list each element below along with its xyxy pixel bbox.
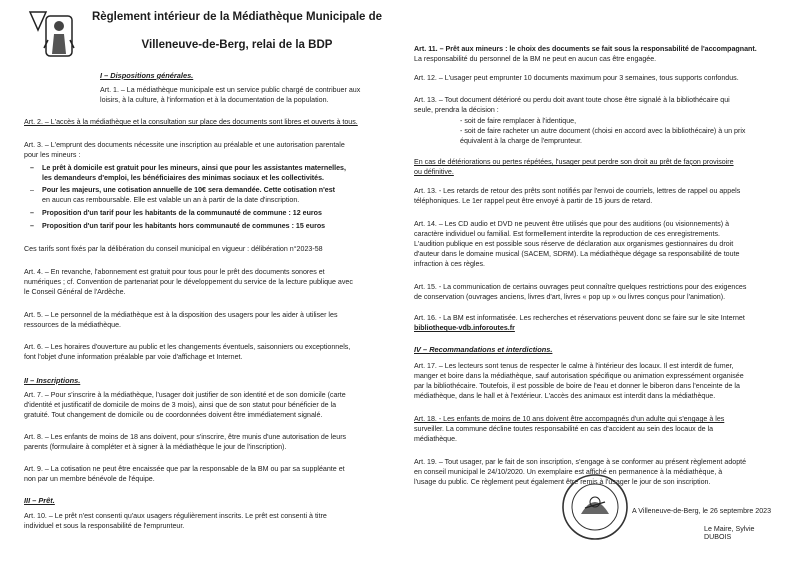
town-crest-logo	[24, 8, 80, 64]
bullet-free-loan-cont	[42, 174, 390, 184]
signature-place-date: A Villeneuve-de-Berg, le 26 septembre 2023	[632, 507, 772, 515]
article-17-line3: par la bibliothécaire. Toutefois, il est possible de boire de l'eau et donner le biberon dans l'enceinte de la	[414, 382, 740, 390]
article-4-line2: numériques ; cf. Convention de partenariat pour le développement du service de la lecture publique avec	[24, 278, 353, 286]
bullet-adult-fee-line1: Pour les majeurs, une cotisation annuelle de 10€ sera demandée. Cette cotisation n'est	[42, 186, 336, 194]
article-17-line2: manger et boire dans la médiathèque, sauf autorisation spécifique ou animation expressément organisée	[414, 372, 744, 380]
article-8-line2: parents (formulaire à compléter et à signer à la médiathèque le jour de l'inscription).	[24, 443, 287, 451]
bullet-free-loan: – Le prêt à domicile est gratuit pour les mineurs, ainsi que pour les assistantes maternelles,	[30, 164, 346, 172]
article-13-option2: - soit de faire racheter un autre document (choisi en accord avec la bibliothécaire) à un prix	[460, 127, 746, 135]
bullet-community-rate-text: Proposition d'un tarif pour les habitants de la communauté de commune : 12 euros	[42, 209, 322, 217]
signature-name: Le Maire, Sylvie DUBOIS	[704, 525, 755, 541]
section-heading-loan: III – Prêt.	[24, 496, 55, 505]
article-6-line1: Art. 6. – Les horaires d'ouverture au public et les changements éventuels, saisonniers ou exceptionnels,	[24, 343, 351, 351]
article-9-line1: Art. 9. – La cotisation ne peut être encaissée que par la responsable de la BM ou par sa suppléante et	[24, 465, 345, 473]
bullet-outside-rate-text: Proposition d'un tarif pour les habitants hors communauté de communes : 15 euros	[42, 222, 326, 230]
article-10-line2: individuel et sous la responsabilité de l'emprunteur.	[24, 522, 185, 530]
article-13b-line1: Art. 13. - Les retards de retour des prêts sont notifiés par l'envoi de courriels, lettres de rappel ou appels	[414, 187, 741, 195]
article-17-line4: médiathèque, dans le hall et à l'extérieur. L'accès des animaux est interdit dans la médiathèque.	[414, 392, 716, 400]
article-13-line2: seule, prendra la décision :	[414, 106, 499, 114]
article-1-line1: Art. 1. – La médiathèque municipale est un service public chargé de contribuer aux	[100, 86, 361, 94]
article-2: Art. 2. – L'accès à la médiathèque et la consultation sur place des documents sont libres et ouverts à tous.	[24, 118, 358, 126]
article-4-line3: le Conseil Général de l'Ardèche.	[24, 288, 126, 296]
deterioration-note-line2: ou définitive.	[414, 168, 454, 176]
article-14-line4: d'auteur dans le domaine musical (SACEM, SDRM). La médiathèque dégage sa responsabilité de toute	[414, 250, 740, 258]
article-5-line2: ressources de la médiathèque.	[24, 321, 122, 329]
article-9-line2: non par un membre bénévole de l'équipe.	[24, 475, 155, 483]
section-heading-inscriptions: II – Inscriptions.	[24, 376, 81, 385]
bullet-adult-fee-cont	[42, 196, 390, 206]
article-14-line2: caractère individuel ou familial. Est formellement interdite la reproduction de ces enregistrements.	[414, 230, 720, 238]
article-15-line2: de conservation (ouvrages anciens, livres d'art, livres « pop up » ou livres conçus pour l'animation).	[414, 293, 726, 301]
article-15-line1: Art. 15. - La communication de certains ouvrages peut connaître quelques restrictions pour des exigences	[414, 283, 747, 291]
article-13-line1: Art. 13. – Tout document détérioré ou perdu doit avant toute chose être signalé à la bibliothécaire qui	[414, 96, 730, 104]
bullet-community-rate: – Proposition d'un tarif pour les habitants de la communauté de commune : 12 euros	[30, 209, 322, 217]
document-title-line1: Règlement intérieur de la Médiathèque Municipale de	[91, 11, 383, 23]
tarifs-note: Ces tarifs sont fixés par la délibération du conseil municipal en vigueur : délibération n°2023-58	[24, 245, 323, 253]
article-12: Art. 12. – L'usager peut emprunter 10 documents maximum pour 3 semaines, tous supports confondus.	[414, 74, 739, 82]
bullet-adult-fee: – Pour les majeurs, une cotisation annuelle de 10€ sera demandée. Cette cotisation n'est	[30, 186, 336, 194]
document-title-line2: Villeneuve-de-Berg, relai de la BDP	[141, 39, 333, 51]
article-7-line2: d'identité et justificatif de domicile de moins de 3 mois), ainsi que de son statut pour bénéficier de la	[24, 401, 337, 409]
article-19-line2: en conseil municipal le 24/10/2020. Un exemplaire est affiché en permanence à la médiathèque, à	[414, 468, 723, 476]
article-10-line1: Art. 10. – Le prêt n'est consenti qu'aux usagers régulièrement inscrits. Le prêt est consenti à titre	[24, 512, 327, 520]
article-19-line3: l'usage du public. Ce règlement peut également être remis à l'usager le jour de son inscription.	[414, 478, 711, 486]
section-heading-recommendations: IV – Recommandations et interdictions.	[414, 345, 553, 354]
town-hall-stamp	[559, 472, 631, 542]
bullet-free-loan-line1: Le prêt à domicile est gratuit pour les mineurs, ainsi que pour les assistantes maternelles,	[42, 164, 346, 172]
article-18-line2: surveiller. La commune décline toutes responsabilité en cas d'accident au sein des locaux de la	[414, 425, 714, 433]
article-3-line2: pour les mineurs :	[24, 151, 81, 159]
article-19-line1: Art. 19. – Tout usager, par le fait de son inscription, s'engage à se conformer au présent règlement adopté	[414, 458, 747, 466]
article-14-line5: infraction à ces règles.	[414, 260, 485, 268]
article-7-line1: Art. 7. – Pour s'inscrire à la médiathèque, l'usager doit justifier de son identité et de son domicile (carte	[24, 391, 346, 399]
article-17-line1: Art. 17. – Les lecteurs sont tenus de respecter le calme à l'intérieur des locaux. Il est interdit de fumer,	[414, 362, 734, 370]
article-8-line1: Art. 8. – Les enfants de moins de 18 ans doivent, pour s'inscrire, être munis d'une autorisation de leurs	[24, 433, 347, 441]
article-13-option1: - soit de faire remplacer à l'identique,	[460, 117, 577, 125]
bullet-outside-rate: – Proposition d'un tarif pour les habitants hors communauté de communes : 15 euros	[30, 222, 326, 230]
deterioration-note-line1: En cas de détériorations ou pertes répétées, l'usager peut perdre son droit au prêt de façon provisoire	[414, 158, 734, 166]
article-5-line1: Art. 5. – Le personnel de la médiathèque est à la disposition des usagers pour les aider à utiliser les	[24, 311, 338, 319]
article-6-line2: font l'objet d'une information préalable par voie d'affichage et Internet.	[24, 353, 243, 361]
article-16-line1: Art. 16. - La BM est informatisée. Les recherches et réservations peuvent donc se faire sur le site Internet	[414, 314, 745, 322]
bullet-adult-fee-line2: en aucun cas remboursable. Elle est valable un an à partir de la date d'inscription.	[42, 196, 300, 204]
article-18-line1: Art. 18. - Les enfants de moins de 10 ans doivent être accompagnés d'un adulte qui s'engage à les	[414, 415, 725, 423]
article-4-line1: Art. 4. – En revanche, l'abonnement est gratuit pour tous pour le prêt des documents sonores et	[24, 268, 325, 276]
section-heading-general: I – Dispositions générales.	[100, 71, 194, 80]
bullet-free-loan-line2: les demandeurs d'emploi, les bénéficiaires des minimas sociaux et les collectivités.	[42, 174, 325, 182]
article-7-line3: gratuité. Tout changement de domicile ou de coordonnées doivent être immédiatement signalé.	[24, 411, 323, 419]
article-14-line1: Art. 14. – Les CD audio et DVD ne peuvent être utilisés que pour des auditions (ou visionnements) à	[414, 220, 730, 228]
article-1-line2: loisirs, à la culture, à l'information et à la documentation de la population.	[100, 96, 329, 104]
article-11-line2: La responsabilité du personnel de la BM ne peut en aucun cas être engagée.	[414, 55, 657, 63]
article-18-line3: médiathèque.	[414, 435, 457, 443]
article-13b-line2: téléphoniques. Le 1er rappel peut être envoyé à partir de 15 jours de retard.	[414, 197, 653, 205]
article-11-line1: Art. 11. – Prêt aux mineurs : le choix des documents se fait sous la responsabilité de l'accompagnant.	[414, 45, 757, 53]
article-3-line1: Art. 3. – L'emprunt des documents nécessite une inscription au préalable et une autorisation parentale	[24, 141, 345, 149]
article-14-line3: L'audition publique en est possible sous réserve de déclaration aux organismes gestionnaires du droit	[414, 240, 734, 248]
article-13-option2-cont: équivalent à la charge de l'emprunteur.	[460, 137, 583, 145]
library-website-link[interactable]: bibliotheque-vdb.inforoutes.fr	[414, 324, 515, 332]
